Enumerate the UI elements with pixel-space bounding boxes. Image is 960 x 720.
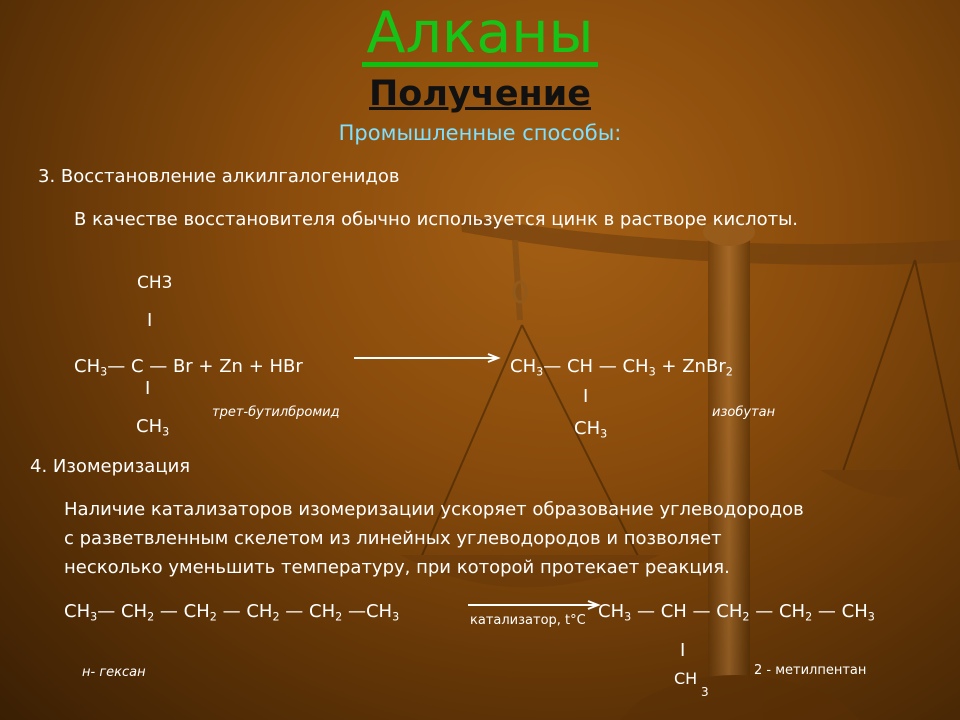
sub2: 2 <box>272 610 280 624</box>
sub2: 2 <box>209 610 217 624</box>
methylpentane-formula <box>598 601 875 624</box>
dash: — <box>285 601 304 622</box>
catalyst-label: катализатор, t°C <box>470 613 586 628</box>
ch: CH <box>598 601 625 622</box>
sub2: 2 <box>742 610 750 624</box>
ch: CH <box>64 601 91 622</box>
product-name: изобутан <box>712 405 776 420</box>
reactant-name: трет-бутилбромид <box>212 405 340 420</box>
method3-text: В качестве восстановителя обычно используется цинк в растворе кислоты. <box>74 209 799 230</box>
method4-heading: 4. Изомеризация <box>30 456 191 477</box>
method4-text-line: Наличие катализаторов изомеризации ускоряет образование углеводородов <box>64 499 804 520</box>
product-ch: CH <box>510 356 537 377</box>
sub3: 3 <box>600 427 608 441</box>
slide-subtitle: Получение <box>369 74 591 114</box>
product-bottom-bond: I <box>583 386 589 407</box>
sub3: 3 <box>867 610 875 624</box>
sub2: 2 <box>147 610 155 624</box>
sub3: 3 <box>100 365 108 379</box>
dash: — <box>755 601 774 622</box>
method4-text-line: несколько уменьшить температуру, при которой протекает реакция. <box>64 557 730 578</box>
reactant-ch: CH <box>74 356 101 377</box>
ch: CH <box>120 601 148 622</box>
top-bond: I <box>147 310 153 331</box>
sub3: 3 <box>162 425 170 439</box>
product-formula <box>510 356 733 379</box>
hexane-name: н- гексан <box>82 665 146 680</box>
ch: CH <box>778 601 806 622</box>
sub2: 2 <box>335 610 343 624</box>
sub3: 3 <box>624 610 632 624</box>
ch: CH <box>365 601 393 622</box>
top-methyl-group: CH3 <box>137 273 173 293</box>
sub2: 2 <box>725 365 733 379</box>
product-mid: — CH — CH <box>543 356 649 377</box>
dash: — <box>222 601 241 622</box>
bottom-ch: CH <box>136 416 163 437</box>
hexane-formula <box>64 601 400 624</box>
ch: CH <box>309 601 336 622</box>
reactant-formula <box>74 356 303 379</box>
slide-title: Алканы <box>0 5 960 67</box>
sub3: 3 <box>392 610 400 624</box>
branch-sub3: 3 <box>701 685 709 699</box>
sub3: 3 <box>648 365 656 379</box>
dash: — <box>636 601 655 622</box>
product-bottom-group <box>574 418 608 441</box>
ch: CH <box>716 601 743 622</box>
reactant-rest: — C — Br + Zn + HBr <box>107 356 303 377</box>
ch: CH <box>183 601 210 622</box>
branch-ch: CH <box>674 669 698 688</box>
section-heading: Промышленные способы: <box>338 121 622 145</box>
methylpentane-name: 2 - метилпентан <box>754 663 867 678</box>
dash: — <box>97 601 116 622</box>
reactant-bottom-bond: I <box>145 378 151 399</box>
method4-text-line: с разветвленным скелетом из линейных углеводородов и позволяет <box>64 528 722 549</box>
reactant-bottom-group <box>136 416 170 439</box>
dash: — <box>692 601 711 622</box>
reaction-arrow <box>352 350 502 370</box>
ch: CH <box>246 601 273 622</box>
bottom-ch: CH <box>574 418 601 439</box>
method3-heading: 3. Восстановление алкилгалогенидов <box>38 166 400 187</box>
dash: — <box>817 601 836 622</box>
ch: CH <box>841 601 868 622</box>
sub2: 2 <box>805 610 813 624</box>
ch: CH <box>660 601 687 622</box>
branch-bond: I <box>680 640 686 661</box>
dash: — <box>347 601 366 622</box>
dash: — <box>159 601 178 622</box>
sub3: 3 <box>90 610 98 624</box>
product-rest: + ZnBr <box>655 356 726 377</box>
sub3: 3 <box>536 365 544 379</box>
